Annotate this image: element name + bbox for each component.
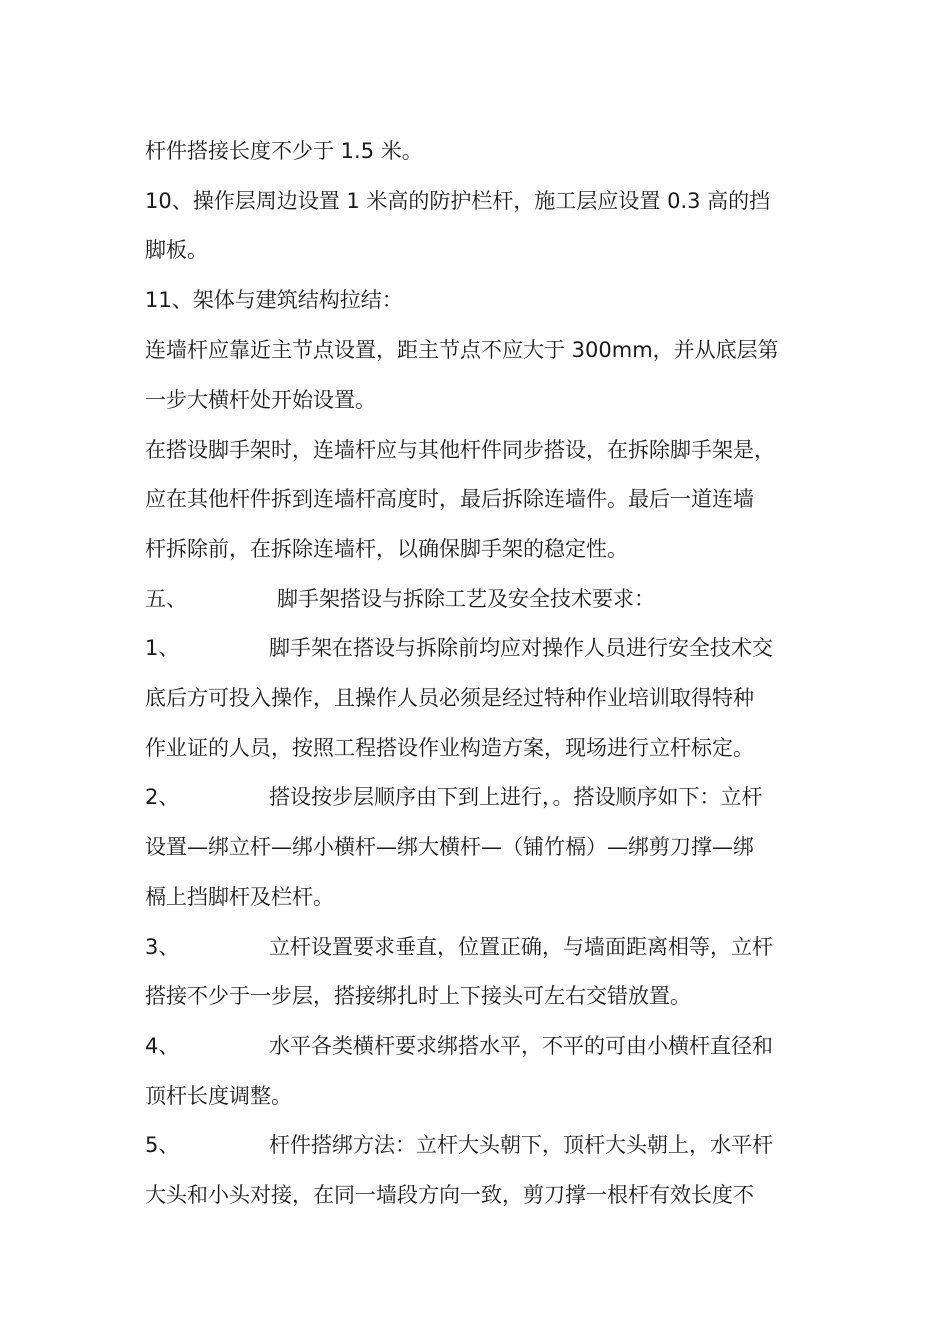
list-item	[145, 631, 825, 665]
text-line: 10、操作层周边设置 1 米高的防护栏杆，施工层应设置 0.3 高的挡	[145, 189, 771, 213]
text-line: 设置—绑立杆—绑小横杆—绑大横杆—（铺竹槅）—绑剪刀撑—绑	[145, 835, 754, 859]
text-line: 杆拆除前，在拆除连墙杆，以确保脚手架的稳定性。	[145, 537, 628, 561]
item-text: 脚手架在搭设与拆除前均应对操作人员进行安全技术交	[269, 636, 773, 660]
item-text: 搭设按步层顺序由下到上进行，。搭设顺序如下：立杆	[269, 785, 763, 809]
text-line: 11、架体与建筑结构拉结：	[145, 288, 403, 312]
text-line: 脚板。	[145, 238, 208, 262]
text-line: 搭接不少于一步层，搭接绑扎时上下接头可左右交错放置。	[145, 984, 691, 1008]
section-heading	[145, 582, 825, 616]
text-line: 连墙杆应靠近主节点设置，距主节点不应大于 300mm，并从底层第	[145, 338, 779, 362]
text-line: 底后方可投入操作，且操作人员必须是经过特种作业培训取得特种	[145, 686, 754, 710]
list-item	[145, 1128, 825, 1162]
item-number: 4、	[145, 1034, 180, 1058]
item-number: 5、	[145, 1133, 180, 1157]
item-number: 1、	[145, 636, 180, 660]
text-line: 顶杆长度调整。	[145, 1084, 292, 1108]
item-number: 2、	[145, 785, 180, 809]
list-item	[145, 930, 825, 964]
text-line: 槅上挡脚杆及栏杆。	[145, 885, 334, 909]
item-number: 3、	[145, 935, 180, 959]
section-title: 脚手架搭设与拆除工艺及安全技术要求：	[277, 587, 655, 611]
item-text: 杆件搭绑方法：立杆大头朝下，顶杆大头朝上，水平杆	[269, 1133, 773, 1157]
text-line: 在搭设脚手架时，连墙杆应与其他杆件同步搭设，在拆除脚手架是，	[145, 438, 775, 462]
text-line: 大头和小头对接，在同一墙段方向一致，剪刀撑一根杆有效长度不	[145, 1183, 754, 1207]
text-line: 一步大横杆处开始设置。	[145, 388, 376, 412]
list-item	[145, 1029, 825, 1063]
text-line: 作业证的人员，按照工程搭设作业构造方案，现场进行立杆标定。	[145, 736, 754, 760]
list-item	[145, 780, 825, 814]
text-line: 应在其他杆件拆到连墙杆高度时，最后拆除连墙件。最后一道连墙	[145, 487, 754, 511]
item-text: 立杆设置要求垂直，位置正确，与墙面距离相等，立杆	[269, 935, 773, 959]
section-number: 五、	[145, 587, 187, 611]
text-line: 杆件搭接长度不少于 1.5 米。	[145, 139, 423, 163]
item-text: 水平各类横杆要求绑搭水平，不平的可由小横杆直径和	[269, 1034, 773, 1058]
